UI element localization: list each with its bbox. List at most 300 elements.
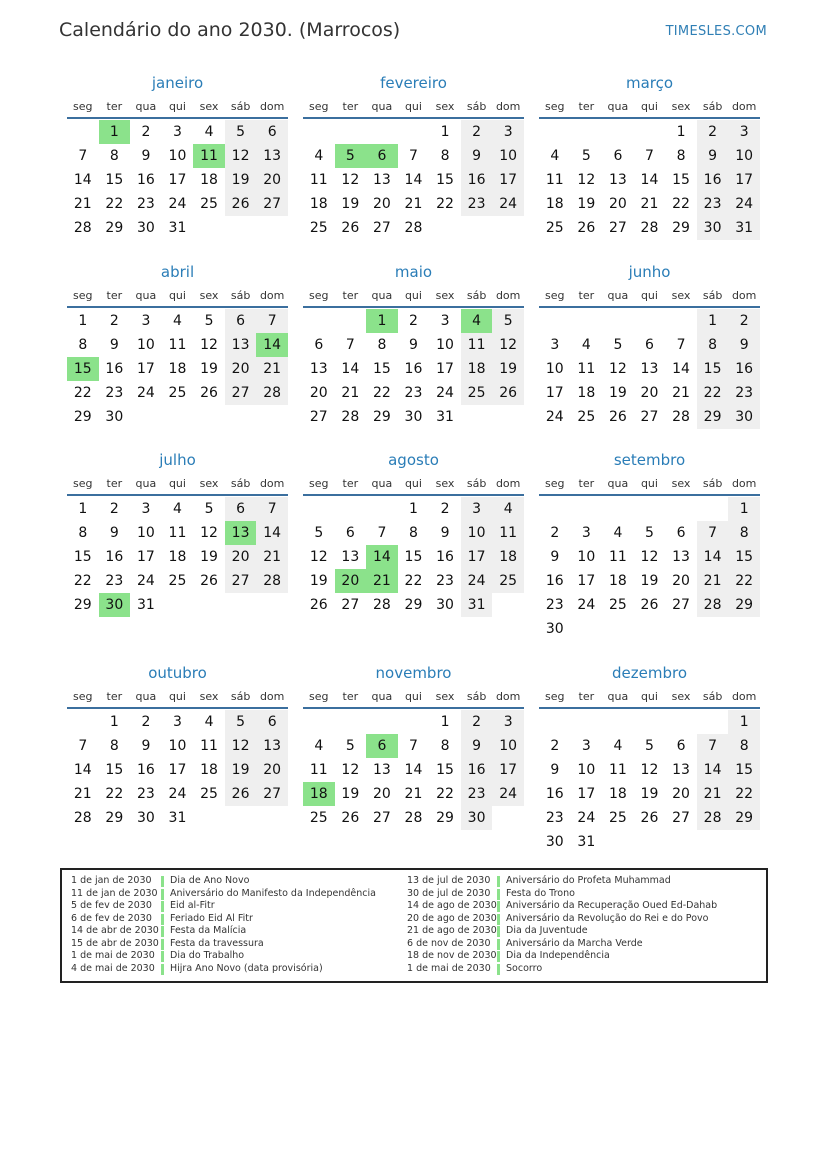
day-cell: 20	[372, 786, 391, 802]
day-cell: 21	[341, 385, 360, 401]
legend-marker	[161, 926, 164, 937]
day-cell: 18	[168, 549, 187, 565]
month-fevereiro	[303, 73, 524, 240]
day-cell: 8	[728, 734, 760, 758]
weekday-label: sáb	[466, 690, 487, 703]
legend-marker	[497, 939, 500, 950]
day-cell: 10	[492, 734, 524, 758]
weekday-label: sáb	[230, 690, 251, 703]
day-cell: 20	[225, 545, 257, 569]
day-cell: 9	[109, 525, 119, 541]
legend-holiday-name: Festa da Malícia	[170, 925, 247, 936]
day-cell: 8	[440, 738, 450, 754]
weekday-label: sex	[671, 690, 691, 703]
day-cell: 15	[697, 357, 729, 381]
legend-holiday-name: Aniversário da Recuperação Oued Ed-Dahab	[506, 900, 718, 911]
weekday-header	[539, 288, 760, 308]
empty-cell	[539, 710, 571, 734]
legend-item	[71, 888, 376, 901]
day-cell: 17	[492, 758, 524, 782]
day-cell: 7	[256, 497, 288, 521]
day-cell: 7	[377, 525, 387, 541]
weekday-label: qui	[404, 477, 422, 490]
weekday-label: qua	[371, 690, 393, 703]
empty-cell	[303, 309, 335, 333]
day-cell: 14	[672, 361, 690, 377]
day-cell: 13	[640, 361, 659, 377]
empty-cell	[665, 710, 697, 734]
day-cell: 27	[640, 409, 659, 425]
day-cell: 25	[545, 220, 564, 236]
weekday-label: qua	[135, 477, 157, 490]
day-cell: 2	[697, 120, 729, 144]
weekday-label: qui	[404, 100, 422, 113]
legend-item	[407, 963, 717, 976]
day-cell: 2	[550, 738, 560, 754]
weekday-label: qua	[371, 477, 393, 490]
day-cell: 18	[492, 545, 524, 569]
day-cell: 11	[492, 521, 524, 545]
day-cell: 7	[256, 309, 288, 333]
day-cell: 19	[341, 196, 360, 212]
weekday-header	[539, 476, 760, 496]
day-cell: 27	[256, 782, 288, 806]
weekday-label: ter	[106, 690, 123, 703]
page-title: Calendário do ano 2030. (Marrocos)	[59, 19, 401, 41]
weekday-label: sáb	[702, 690, 723, 703]
day-cell: 27	[372, 220, 391, 236]
day-cell: 24	[492, 782, 524, 806]
days-grid	[303, 710, 524, 830]
legend-item	[71, 875, 376, 888]
day-cell: 14	[697, 758, 729, 782]
day-cell: 15	[436, 762, 454, 778]
day-cell: 8	[377, 337, 387, 353]
day-cell: 24	[577, 597, 596, 613]
day-cell: 3	[581, 738, 591, 754]
month-name: outubro	[148, 664, 207, 682]
day-cell: 19	[341, 786, 360, 802]
day-cell: 27	[672, 597, 690, 613]
day-cell: 9	[409, 337, 418, 353]
day-cell: 22	[728, 782, 760, 806]
empty-cell	[303, 710, 335, 734]
weekday-label: seg	[73, 477, 93, 490]
day-cell: 14	[697, 545, 729, 569]
day-cell: 16	[105, 549, 124, 565]
legend-holiday-name: Festa do Trono	[506, 887, 575, 899]
day-cell: 8	[440, 148, 450, 164]
day-cell: 24	[168, 196, 187, 212]
legend-item	[71, 938, 376, 951]
day-cell: 19	[309, 573, 328, 589]
day-cell: 7	[345, 337, 355, 353]
month-outubro	[67, 663, 288, 830]
day-cell: 5	[314, 525, 324, 541]
empty-cell	[398, 120, 430, 144]
weekday-header	[67, 689, 288, 709]
empty-cell	[335, 120, 367, 144]
days-grid	[67, 309, 288, 429]
day-cell: 21	[256, 545, 288, 569]
weekday-label: ter	[342, 690, 359, 703]
legend-marker	[161, 914, 164, 925]
day-cell: 19	[608, 385, 627, 401]
weekday-label: qua	[607, 477, 629, 490]
month-name: julho	[159, 451, 196, 469]
empty-cell	[539, 120, 571, 144]
day-cell: 22	[73, 573, 92, 589]
day-cell: 2	[461, 710, 493, 734]
day-cell: 4	[492, 497, 524, 521]
day-cell: 29	[372, 409, 391, 425]
month-name: abril	[160, 263, 195, 281]
empty-cell	[602, 497, 634, 521]
day-cell: 29	[672, 220, 690, 236]
day-cell: 18	[545, 196, 564, 212]
weekday-label: ter	[342, 289, 359, 302]
day-cell: 1	[409, 501, 418, 517]
day-cell: 6	[676, 525, 686, 541]
day-cell: 23	[545, 810, 564, 826]
weekday-label: ter	[106, 477, 123, 490]
legend-holiday-name: Dia da Independência	[506, 950, 610, 961]
day-cell: 2	[109, 501, 119, 517]
weekday-label: sex	[435, 690, 455, 703]
legend-date: 20 de ago de 2030	[407, 912, 497, 924]
weekday-label: seg	[545, 100, 565, 113]
day-cell: 25	[200, 786, 218, 802]
legend-marker	[497, 926, 500, 937]
weekday-label: dom	[259, 477, 285, 490]
day-cell: 28	[372, 597, 391, 613]
day-cell: 23	[105, 573, 124, 589]
day-cell: 22	[436, 196, 454, 212]
day-cell: 31	[168, 810, 187, 826]
day-cell: 1	[78, 501, 88, 517]
day-cell: 10	[168, 148, 187, 164]
day-cell: 6	[314, 337, 324, 353]
day-cell: 2	[461, 120, 493, 144]
day-cell: 5	[645, 738, 654, 754]
day-cell: 16	[436, 549, 454, 565]
weekday-label: ter	[106, 100, 123, 113]
day-cell: 1	[78, 313, 88, 329]
brand-link[interactable]: TIMESLES.COM	[665, 24, 767, 39]
day-cell: 8	[109, 738, 119, 754]
day-cell: 12	[577, 172, 596, 188]
day-cell: 13	[256, 734, 288, 758]
month-março	[539, 73, 760, 240]
weekday-label: dom	[259, 690, 285, 703]
day-cell: 26	[341, 220, 360, 236]
day-cell: 26	[341, 810, 360, 826]
day-cell: 15	[728, 545, 760, 569]
month-name: junho	[628, 263, 671, 281]
empty-cell	[665, 309, 697, 333]
day-cell: 12	[200, 525, 218, 541]
weekday-label: qui	[168, 477, 186, 490]
day-cell: 20	[372, 196, 391, 212]
empty-cell	[67, 120, 99, 144]
weekday-label: seg	[309, 100, 329, 113]
weekday-header	[67, 288, 288, 308]
day-cell: 19	[225, 758, 257, 782]
day-cell: 3	[492, 710, 524, 734]
day-cell: 24	[577, 810, 596, 826]
day-cell: 1	[697, 309, 729, 333]
month-name: agosto	[388, 451, 439, 469]
day-cell: 5	[345, 738, 355, 754]
day-cell: 8	[676, 148, 686, 164]
day-cell: 10	[728, 144, 760, 168]
day-cell: 27	[672, 810, 690, 826]
day-cell: 3	[440, 313, 450, 329]
day-cell: 14	[256, 521, 288, 545]
weekday-label: ter	[578, 100, 595, 113]
day-cell: 24	[461, 569, 493, 593]
day-cell: 14	[73, 762, 92, 778]
day-cell: 17	[577, 573, 596, 589]
day-cell: 29	[404, 597, 423, 613]
day-cell: 21	[73, 196, 92, 212]
day-cell: 13	[341, 549, 360, 565]
day-cell: 25	[461, 381, 493, 405]
day-cell: 27	[225, 569, 257, 593]
legend-item	[71, 913, 376, 926]
weekday-header	[303, 689, 524, 709]
days-grid	[539, 309, 760, 429]
legend-item	[407, 913, 717, 926]
weekday-label: sáb	[230, 477, 251, 490]
month-maio	[303, 262, 524, 429]
weekday-label: ter	[342, 477, 359, 490]
day-cell: 23	[728, 381, 760, 405]
day-cell: 20	[640, 385, 659, 401]
day-cell: 30	[728, 405, 760, 429]
weekday-label: sex	[671, 100, 691, 113]
weekday-label: qui	[168, 100, 186, 113]
day-cell: 17	[136, 549, 155, 565]
days-grid	[539, 710, 760, 854]
weekday-label: sáb	[702, 289, 723, 302]
day-cell: 25	[492, 569, 524, 593]
weekday-label: sex	[199, 690, 219, 703]
day-cell: 9	[109, 337, 119, 353]
legend-marker	[497, 964, 500, 975]
weekday-label: qua	[135, 100, 157, 113]
day-cell: 3	[141, 313, 151, 329]
holiday-day-cell: 1	[99, 120, 131, 144]
day-cell: 24	[436, 385, 454, 401]
day-cell: 27	[256, 192, 288, 216]
month-name: março	[625, 74, 674, 92]
empty-cell	[602, 309, 634, 333]
day-cell: 19	[200, 549, 218, 565]
day-cell: 10	[577, 549, 596, 565]
day-cell: 18	[168, 361, 187, 377]
day-cell: 30	[404, 409, 423, 425]
legend-holiday-name: Aniversário da Revolução do Rei e do Povo	[506, 912, 709, 924]
weekday-header	[539, 689, 760, 709]
weekday-label: sáb	[230, 100, 251, 113]
day-cell: 23	[404, 385, 423, 401]
day-cell: 19	[640, 573, 659, 589]
legend-item	[407, 888, 717, 901]
legend-holiday-name: Festa da travessura	[170, 937, 264, 949]
weekday-label: ter	[578, 289, 595, 302]
weekday-label: qua	[607, 100, 629, 113]
month-janeiro	[67, 73, 288, 240]
day-cell: 12	[341, 762, 360, 778]
day-cell: 20	[256, 758, 288, 782]
weekday-label: sex	[671, 477, 691, 490]
legend-marker	[161, 939, 164, 950]
empty-cell	[665, 497, 697, 521]
empty-cell	[602, 710, 634, 734]
legend-date: 18 de nov de 2030	[407, 950, 497, 961]
legend-item	[71, 925, 376, 938]
legend-date: 6 de fev de 2030	[71, 912, 152, 924]
weekday-header	[539, 99, 760, 119]
day-cell: 24	[136, 385, 155, 401]
day-cell: 18	[608, 786, 627, 802]
day-cell: 4	[314, 738, 324, 754]
day-cell: 23	[136, 786, 155, 802]
empty-cell	[335, 497, 367, 521]
day-cell: 6	[645, 337, 654, 353]
day-cell: 2	[109, 313, 119, 329]
weekday-header	[67, 476, 288, 496]
day-cell: 27	[341, 597, 360, 613]
legend-item	[407, 938, 717, 951]
day-cell: 28	[404, 220, 423, 236]
day-cell: 26	[608, 409, 627, 425]
legend-item	[407, 875, 717, 888]
weekday-label: dom	[495, 690, 521, 703]
day-cell: 14	[640, 172, 659, 188]
day-cell: 26	[492, 381, 524, 405]
day-cell: 11	[545, 172, 564, 188]
day-cell: 11	[577, 361, 596, 377]
day-cell: 13	[372, 172, 391, 188]
day-cell: 6	[345, 525, 355, 541]
day-cell: 23	[545, 597, 564, 613]
empty-cell	[366, 710, 398, 734]
day-cell: 7	[645, 148, 654, 164]
holiday-day-cell: 13	[225, 521, 257, 545]
day-cell: 7	[697, 734, 729, 758]
days-grid	[303, 497, 524, 617]
empty-cell	[571, 120, 603, 144]
legend-marker	[161, 964, 164, 975]
day-cell: 9	[461, 144, 493, 168]
day-cell: 15	[105, 762, 124, 778]
weekday-label: qua	[371, 289, 393, 302]
day-cell: 21	[404, 196, 423, 212]
holiday-day-cell: 1	[366, 309, 398, 333]
day-cell: 24	[136, 573, 155, 589]
month-setembro	[539, 450, 760, 641]
day-cell: 22	[372, 385, 391, 401]
day-cell: 16	[136, 762, 155, 778]
day-cell: 27	[372, 810, 391, 826]
day-cell: 17	[577, 786, 596, 802]
day-cell: 21	[73, 786, 92, 802]
weekday-label: ter	[342, 100, 359, 113]
day-cell: 3	[173, 714, 182, 730]
legend-date: 1 de jan de 2030	[71, 875, 152, 886]
day-cell: 1	[728, 497, 760, 521]
empty-cell	[303, 497, 335, 521]
day-cell: 2	[550, 525, 560, 541]
day-cell: 28	[404, 810, 423, 826]
day-cell: 31	[461, 593, 493, 617]
weekday-label: qui	[168, 289, 186, 302]
holiday-day-cell: 4	[461, 309, 493, 333]
weekday-label: sex	[435, 289, 455, 302]
day-cell: 1	[109, 714, 119, 730]
day-cell: 6	[676, 738, 686, 754]
weekday-label: sáb	[702, 100, 723, 113]
days-grid	[539, 497, 760, 641]
day-cell: 16	[461, 758, 493, 782]
day-cell: 12	[608, 361, 627, 377]
day-cell: 18	[309, 196, 328, 212]
day-cell: 4	[204, 714, 214, 730]
day-cell: 31	[577, 834, 596, 850]
weekday-label: qua	[371, 100, 393, 113]
day-cell: 13	[256, 144, 288, 168]
day-cell: 4	[550, 148, 560, 164]
day-cell: 26	[200, 385, 218, 401]
day-cell: 11	[608, 762, 627, 778]
legend-holiday-name: Dia da Juventude	[506, 925, 588, 936]
day-cell: 10	[136, 337, 155, 353]
legend-holiday-name: Feriado Eid Al Fitr	[170, 912, 253, 924]
day-cell: 8	[728, 521, 760, 545]
day-cell: 20	[309, 385, 328, 401]
weekday-label: qua	[135, 289, 157, 302]
weekday-label: qui	[640, 477, 658, 490]
day-cell: 9	[440, 525, 450, 541]
day-cell: 8	[78, 525, 88, 541]
legend-column-left	[71, 875, 376, 975]
day-cell: 16	[461, 168, 493, 192]
holiday-day-cell: 14	[366, 545, 398, 569]
day-cell: 4	[314, 148, 324, 164]
days-grid	[303, 120, 524, 240]
day-cell: 30	[461, 806, 493, 830]
day-cell: 2	[728, 309, 760, 333]
weekday-label: sáb	[702, 477, 723, 490]
day-cell: 1	[676, 124, 686, 140]
legend-date: 15 de abr de 2030	[71, 937, 159, 949]
day-cell: 11	[608, 549, 627, 565]
day-cell: 28	[341, 409, 360, 425]
day-cell: 30	[136, 220, 155, 236]
day-cell: 18	[577, 385, 596, 401]
day-cell: 31	[136, 597, 155, 613]
day-cell: 4	[581, 337, 591, 353]
legend-marker	[497, 901, 500, 912]
day-cell: 11	[168, 337, 187, 353]
day-cell: 22	[672, 196, 690, 212]
day-cell: 22	[436, 786, 454, 802]
weekday-label: sáb	[466, 100, 487, 113]
day-cell: 21	[256, 357, 288, 381]
month-name: janeiro	[151, 74, 204, 92]
